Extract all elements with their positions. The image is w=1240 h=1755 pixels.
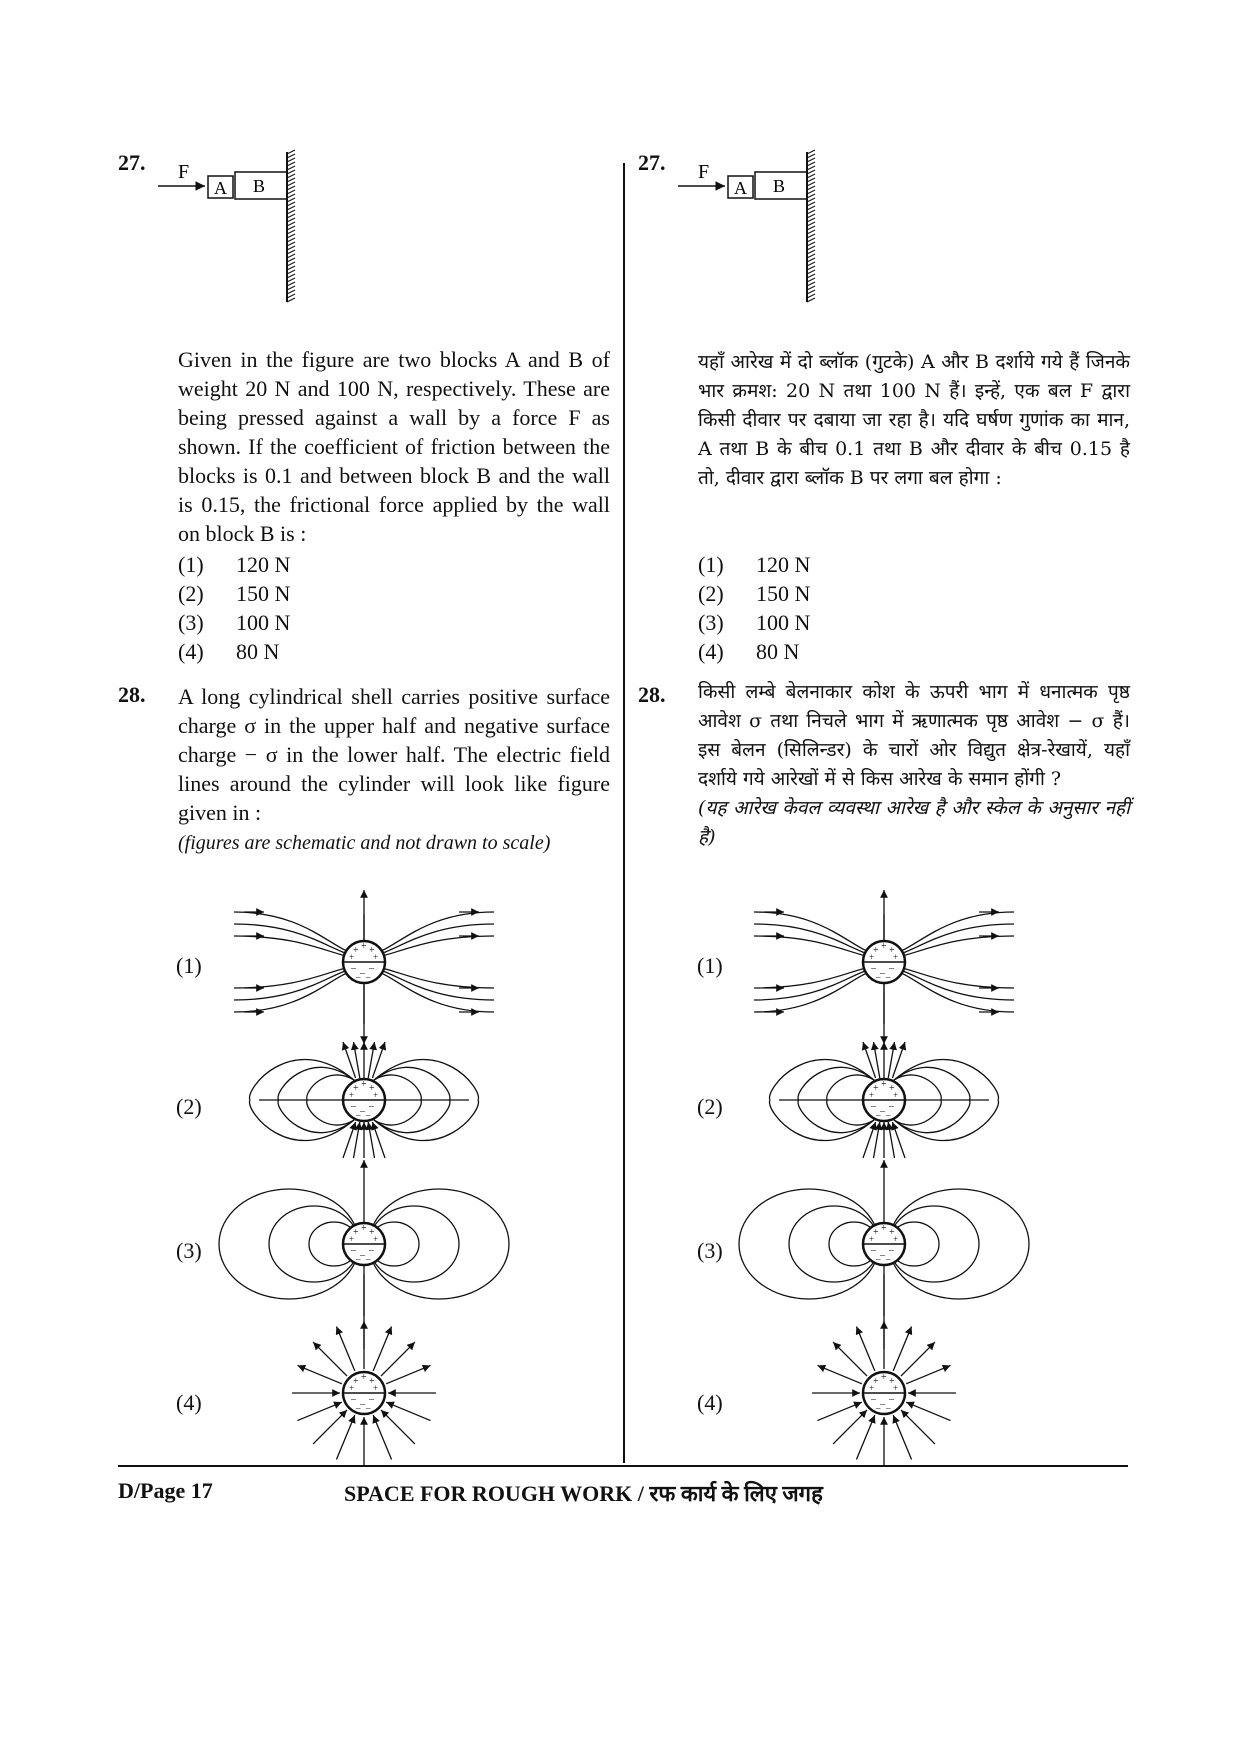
cylinder-cross-section (863, 1223, 905, 1265)
field-line (336, 1415, 354, 1459)
field-line (368, 1122, 374, 1158)
field-line (893, 1415, 911, 1459)
field-line (754, 912, 876, 955)
field-line (856, 1415, 874, 1459)
field-line (297, 1402, 341, 1420)
field-line (386, 1402, 430, 1420)
field-line (833, 1342, 867, 1376)
field-line (372, 970, 494, 1013)
field-line (234, 968, 356, 1000)
figure-2 (769, 1042, 998, 1158)
field-line (874, 1122, 880, 1158)
figure-2-label[interactable]: (2) (176, 1094, 202, 1119)
figure-1-label-hi[interactable]: (1) (697, 953, 723, 978)
field-line (754, 924, 876, 956)
page-number: D/Page 17 (118, 1478, 213, 1503)
field-line (354, 1042, 360, 1078)
field-line (892, 936, 1014, 958)
field-line (894, 1059, 999, 1100)
field-line (754, 936, 876, 958)
field-line (234, 936, 356, 958)
figure-3-label[interactable]: (3) (176, 1238, 202, 1263)
field-line (249, 1059, 354, 1100)
figure-1 (234, 890, 494, 1044)
option-4[interactable]: (4) 80 N (178, 639, 280, 664)
field-line (833, 1410, 867, 1444)
figure-set-left (219, 890, 509, 1465)
cylinder-cross-section (343, 941, 385, 983)
field-line (354, 1122, 360, 1158)
option-3[interactable]: (3) 100 N (178, 610, 291, 635)
cylinder-cross-section (343, 1372, 385, 1414)
option-1[interactable]: (1) 120 N (178, 552, 291, 577)
field-line (754, 966, 876, 988)
question-28-text-hi: किसी लम्बे बेलनाकार कोश के ऊपरी भाग में धनात्मक पृष्ठ आवेश σ तथा निचले भाग में ऋणात्मक पृष्ठ आवेश − σ हैं। इस बेलन (सिलिन्डर) के चारों ओर विद्युत क्षेत्र-रेखायें, यहाँ दर्शाये गये आरेखों में से किस आरेख के समान होंगी ? (यह आरेख केवल व्यवस्था आरेख है और स्केल के अनुसार नहीं है) (698, 681, 1130, 848)
field-line (893, 1326, 911, 1370)
field-line (234, 966, 356, 988)
cylinder-cross-section (343, 1223, 385, 1265)
field-line (372, 968, 494, 1000)
force-label: F (178, 161, 190, 183)
question-27-text: Given in the figure are two blocks A and B of weight 20 N and 100 N, respectively. These are being pressed against a wall by a force F as shown. If the coefficient of friction between the blocks is 0.1 and between block B and the wall is 0.15, the frictional force applied by the wall on block B is : (178, 347, 610, 546)
field-line (901, 1342, 935, 1376)
field-line (381, 1410, 415, 1444)
field-line (874, 1042, 880, 1078)
question-28-note-hi: (यह आरेख केवल व्यवस्था आरेख है और स्केल के अनुसार नहीं है) (698, 797, 1130, 848)
question-27-number: 27. (118, 150, 146, 175)
field-line (892, 968, 1014, 1000)
question-27-number-hi: 27. (638, 150, 666, 175)
field-line (373, 1415, 391, 1459)
field-line (906, 1365, 950, 1383)
field-line (894, 1100, 999, 1141)
question-28-number-hi: 28. (638, 682, 666, 707)
field-line (368, 1042, 374, 1078)
svg-text:F: F (698, 161, 710, 183)
cylinder-cross-section (863, 941, 905, 983)
question-28-text: A long cylindrical shell carries positive surface charge σ in the upper half and negative surface charge − σ in the lower half. The electric field lines around the cylinder will look like figure given in : (figures are schematic and not drawn to scale) (178, 684, 610, 854)
field-line (234, 912, 356, 955)
field-line (817, 1365, 861, 1383)
field-loop (739, 1189, 879, 1299)
field-line (754, 970, 876, 1013)
field-line (313, 1342, 347, 1376)
field-line (336, 1326, 354, 1370)
field-line (372, 924, 494, 956)
field-line (769, 1059, 874, 1100)
figure-3 (739, 1160, 1029, 1349)
figure-4-label-hi[interactable]: (4) (697, 1390, 723, 1415)
field-line (297, 1365, 341, 1383)
figure-3 (219, 1160, 509, 1349)
svg-text:A: A (734, 178, 747, 198)
field-line (817, 1402, 861, 1420)
cylinder-cross-section (863, 1372, 905, 1414)
figure-4 (812, 1321, 956, 1465)
footer-rule (118, 1465, 1128, 1467)
field-line (234, 924, 356, 956)
field-line (892, 912, 1014, 955)
figure-set-right (739, 890, 1029, 1465)
figure-1-label[interactable]: (1) (176, 953, 202, 978)
field-loop (889, 1189, 1029, 1299)
field-line (372, 966, 494, 988)
option-3-hi[interactable]: (3) 100 N (698, 610, 811, 635)
field-line (374, 1059, 479, 1100)
field-line (892, 924, 1014, 956)
field-line (313, 1410, 347, 1444)
rough-work-label: SPACE FOR ROUGH WORK / रफ कार्य के लिए जगह (344, 1481, 823, 1506)
figure-2 (249, 1042, 478, 1158)
option-2-hi[interactable]: (2) 150 N (698, 581, 811, 606)
figure-1 (754, 890, 1014, 1044)
svg-text:B: B (773, 176, 786, 196)
field-loop (369, 1189, 509, 1299)
field-line (372, 936, 494, 958)
field-line (381, 1342, 415, 1376)
field-line (249, 1100, 354, 1141)
field-line (372, 912, 494, 955)
field-line (374, 1100, 479, 1141)
question-27-text-hi: यहाँ आरेख में दो ब्लॉक (गुटके) A और B दर्शाये गये हैं जिनके भार क्रमश: 20 N तथा 100 N हैं। इन्हें, एक बल F द्वारा किसी दीवार पर दबाया जा रहा है। यदि घर्षण गुणांक का मान, A तथा B के बीच 0.1 तथा B और दीवार के बीच 0.15 है तो, दीवार द्वारा ब्लॉक B पर लगा बल होगा : (698, 351, 1130, 489)
option-1-hi[interactable]: (1) 120 N (698, 552, 811, 577)
field-line (769, 1100, 874, 1141)
figure-4-label[interactable]: (4) (176, 1390, 202, 1415)
figure-3-label-hi[interactable]: (3) (697, 1238, 723, 1263)
field-line (234, 970, 356, 1013)
field-line (888, 1122, 894, 1158)
figure-4 (292, 1321, 436, 1465)
block-b-label: B (253, 176, 266, 196)
option-2[interactable]: (2) 150 N (178, 581, 291, 606)
field-line (386, 1365, 430, 1383)
question-28-note: (figures are schematic and not drawn to scale) (178, 832, 551, 854)
field-line (856, 1326, 874, 1370)
figure-2-label-hi[interactable]: (2) (697, 1094, 723, 1119)
field-line (754, 968, 876, 1000)
cylinder-cross-section (343, 1079, 385, 1121)
field-line (888, 1042, 894, 1078)
field-line (906, 1402, 950, 1420)
question-28-number: 28. (118, 682, 146, 707)
block-a-label: A (214, 178, 227, 198)
field-line (373, 1326, 391, 1370)
cylinder-cross-section (863, 1079, 905, 1121)
field-line (901, 1410, 935, 1444)
field-line (892, 970, 1014, 1013)
option-4-hi[interactable]: (4) 80 N (698, 639, 800, 664)
field-line (892, 966, 1014, 988)
field-loop (219, 1189, 359, 1299)
